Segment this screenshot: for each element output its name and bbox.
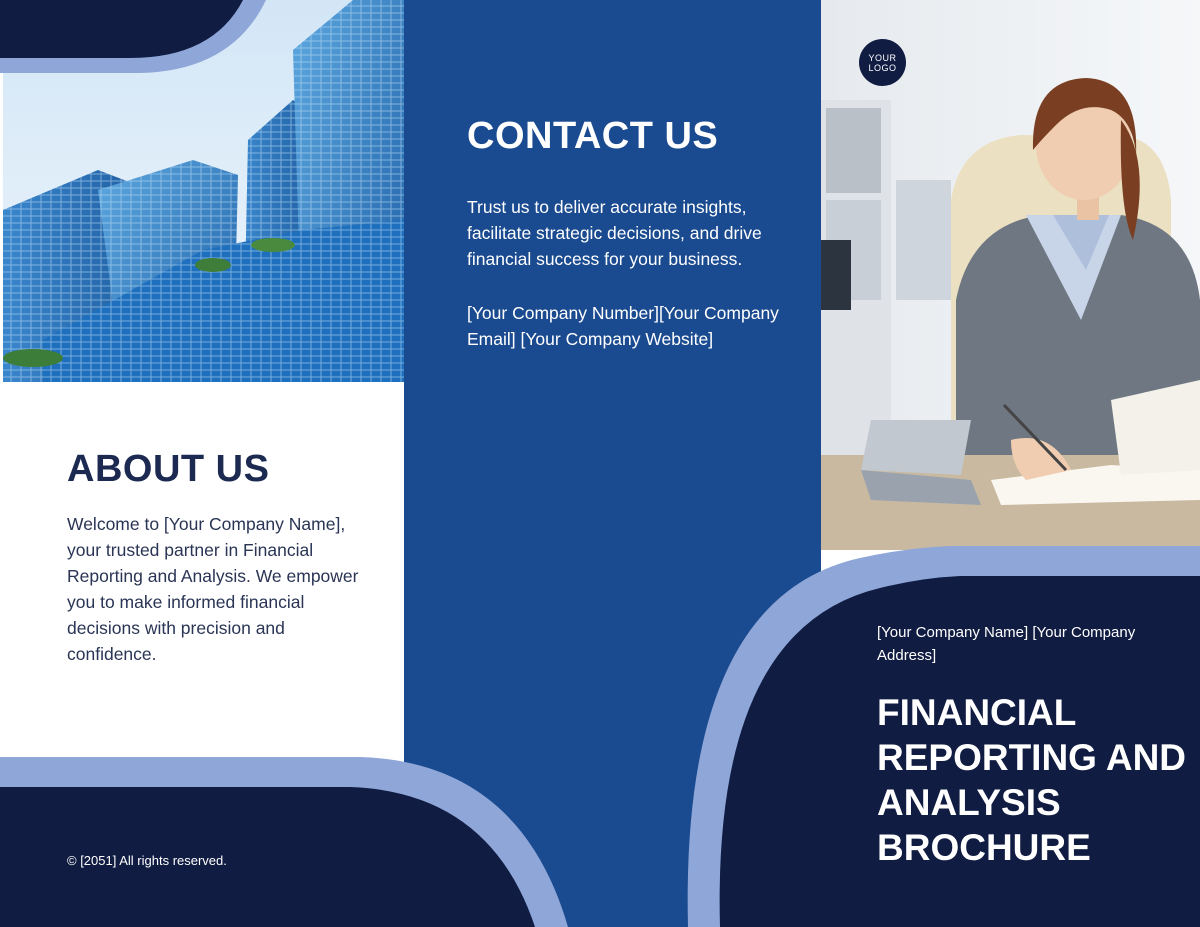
contact-info: [Your Company Number][Your Company Email] [Your Company Website] <box>467 303 779 349</box>
logo-line-1: YOUR <box>868 52 897 63</box>
about-title: ABOUT US <box>67 448 270 490</box>
copyright-text: © [2051] All rights reserved. <box>67 853 227 868</box>
company-logo <box>859 39 906 86</box>
logo-line-2: LOGO <box>868 62 897 73</box>
brochure-title: FINANCIAL REPORTING AND ANALYSIS BROCHURE <box>877 692 1187 868</box>
bottom-left-shape <box>0 757 580 927</box>
top-left-corner-shape <box>0 0 270 76</box>
contact-title: CONTACT US <box>467 115 719 157</box>
contact-body: Trust us to deliver accurate insights, facilitate strategic decisions, and drive financial success for your business. <box>467 197 762 269</box>
about-body: Welcome to [Your Company Name], your trusted partner in Financial Reporting and Analysis. We empower you to make informed financial decisions with precision and confidence. <box>67 514 359 664</box>
company-name-address: [Your Company Name] [Your Company Address] <box>877 624 1136 664</box>
